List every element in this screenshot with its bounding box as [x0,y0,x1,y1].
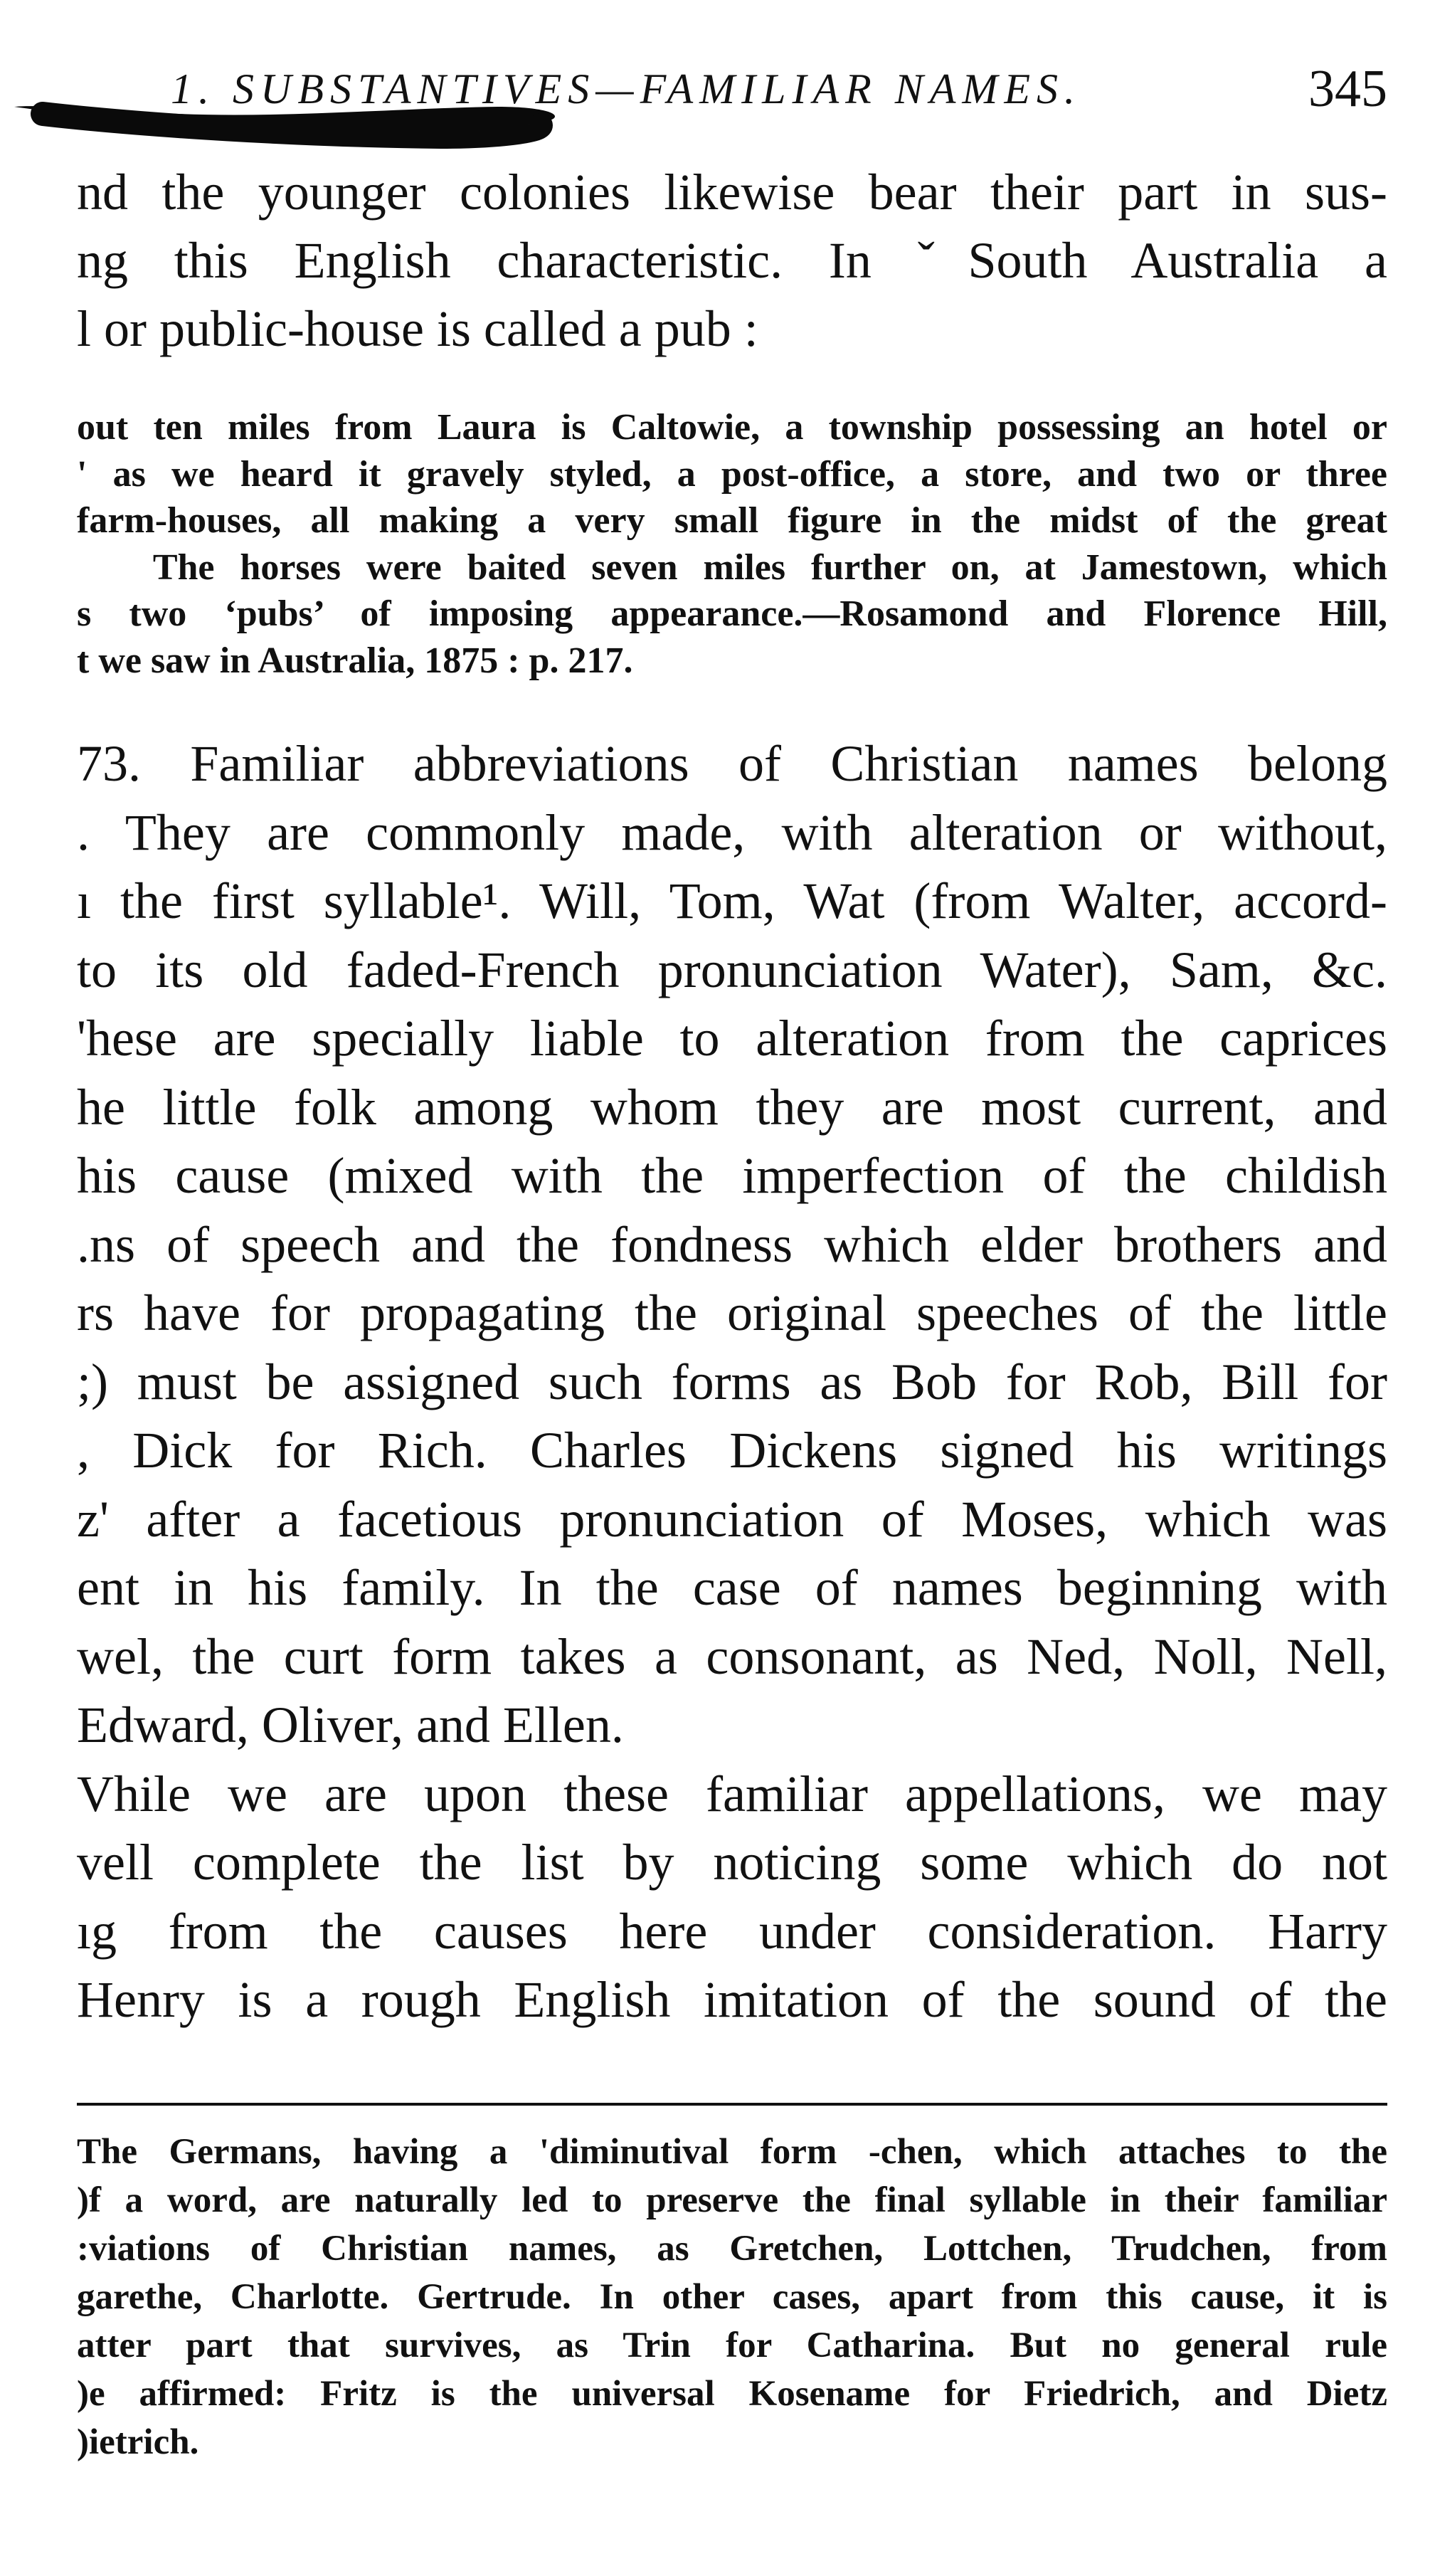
footnote-rule [77,2103,1387,2106]
text-line: ı the first syllable¹. Will, Tom, Wat (from Walter, accord- [77,872,1387,929]
text-line: .ns of speech and the fondness which elder brothers and [77,1215,1387,1273]
text-line: ng this English characteristic. In ˇSouth Australia a [77,232,1387,289]
footnote-line: )e affirmed: Fritz is the universal Kosename for Friedrich, and Dietz [77,2374,1387,2414]
text-line: Henry is a rough English imitation of the sound of the [77,1971,1387,2028]
section-title: 1. SUBSTANTIVES—FAMILIAR NAMES. [171,65,1082,112]
text-line: his cause (mixed with the imperfection of the childish [77,1147,1387,1204]
text-line: Edward, Oliver, and Ellen. [77,1696,624,1753]
block-quotation [77,404,1387,684]
text-line: to its old faded-French pronunciation Water), Sam, &c. [77,941,1387,998]
footnote-line: The Germans, having a 'diminutival form -chen, which attaches to the [77,2132,1387,2172]
text-line: l or public-house is called a pub : [77,300,758,357]
quote-line: farm-houses, all making a very small figure in the midst of the great [77,500,1387,541]
quote-line: out ten miles from Laura is Caltowie, a township possessing an hotel or [77,407,1387,448]
footnote-line: )f a word, are naturally led to preserve the final syllable in their familiar [77,2180,1387,2220]
text-line: he little folk among whom they are most current, and [77,1078,1387,1136]
text-line: rs have for propagating the original speeches of the little [77,1284,1387,1341]
intro-paragraph [77,158,1387,363]
text-line: 'hese are specially liable to alteration from the caprices [77,1010,1387,1067]
text-line: ent in his family. In the case of names beginning with [77,1559,1387,1616]
text-line: vell complete the list by noticing some which do not [77,1834,1387,1891]
footnote-line: )ietrich. [77,2422,199,2462]
quote-line: ' as we heard it gravely styled, a post-office, a store, and two or three [77,453,1387,495]
text-line: nd the younger colonies likewise bear their part in sus- [77,164,1387,221]
quote-line: The horses were baited seven miles further on, at Jamestown, which [77,547,1387,588]
text-line: 73. Familiar abbreviations of Christian names belong [77,735,1387,792]
text-line: Vhile we are upon these familiar appellations, we may [77,1765,1387,1822]
footnote-line: atter part that survives, as Trin for Catharina. But no general rule [77,2326,1387,2365]
text-line: . They are commonly made, with alteration or without, [77,803,1387,861]
footnote [77,2128,1387,2466]
text-line: ;) must be assigned such forms as Bob for Rob, Bill for [77,1353,1387,1410]
footnote-line: :viations of Christian names, as Gretchen, Lottchen, Trudchen, from [77,2229,1387,2269]
text-line: ıg from the causes here under consideration. Harry [77,1902,1387,1960]
text-line: , Dick for Rich. Charles Dickens signed his writings [77,1422,1387,1479]
text-line: z' after a facetious pronunciation of Moses, which was [77,1490,1387,1548]
page-number: 345 [1308,60,1387,118]
quote-citation-line: t we saw in Australia, 1875 : p. 217. [77,640,633,681]
quote-line: s two ‘pubs’ of imposing appearance.—Rosamond and Florence Hill, [77,593,1387,634]
running-head [171,50,1387,128]
footnote-line: garethe, Charlotte. Gertrude. In other cases, apart from this cause, it is [77,2277,1387,2317]
main-paragraph [77,729,1387,2034]
text-line: wel, the curt form takes a consonant, as Ned, Noll, Nell, [77,1627,1387,1685]
